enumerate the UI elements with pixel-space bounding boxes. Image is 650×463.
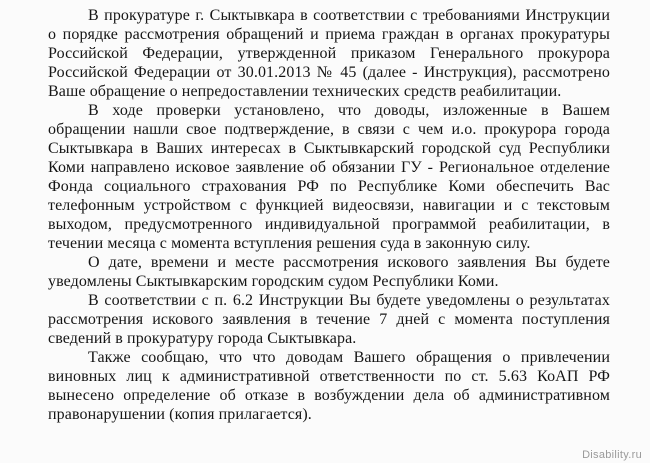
paragraph-court-notification: О дате, времени и месте рассмотрения искового заявления Вы будете уведомлены Сыктывкарским городским судом Республики Коми. — [48, 254, 610, 290]
paragraph-review-notice: В прокуратуре г. Сыктывкара в соответствии с требованиями Инструкции о порядке рассмотрения обращений и приема граждан в органах прокуратуры Российской Федерации, утвержденной приказом Генерального прокурора Российской Федерации от 30.01.2013 № 45 (далее - Инструкция), рассмотрено Ваше обращение о непредоставлении технических средств реабилитации. — [48, 7, 610, 100]
paragraph-administrative-refusal: Также сообщаю, что что доводам Вашего обращения о привлечении виновных лиц к административной ответственности по ст. 5.63 КоАП РФ вынесено определение об отказе в возбуждении дела об административном правонарушении (копия прилагается). — [48, 349, 610, 423]
site-watermark: Disability.ru — [582, 449, 642, 461]
paragraph-inspection-result: В ходе проверки установлено, что доводы, изложенные в Вашем обращении нашли свое подтверждение, в связи с чем и.о. прокурора города Сыктывкара в Ваших интересах в Сыктывкарский городской суд Республики Коми направлено исковое заявление об обязании ГУ - Региональное отделение Фонда социального страхования РФ по Республике Коми обеспечить Вас телефонным устройством с функцией видеосвязи, навигации и с текстовым выходом, предусмотренного индивидуальной программой реабилитации, в течении месяца с момента вступления решения суда в законную силу. — [48, 102, 610, 252]
paragraph-instruction-reference: В соответствии с п. 6.2 Инструкции Вы будете уведомлены о результатах рассмотрения искового заявления в течение 7 дней с момента поступления сведений в прокуратуру города Сыктывкара. — [48, 292, 610, 347]
letter-body — [48, 6, 610, 424]
